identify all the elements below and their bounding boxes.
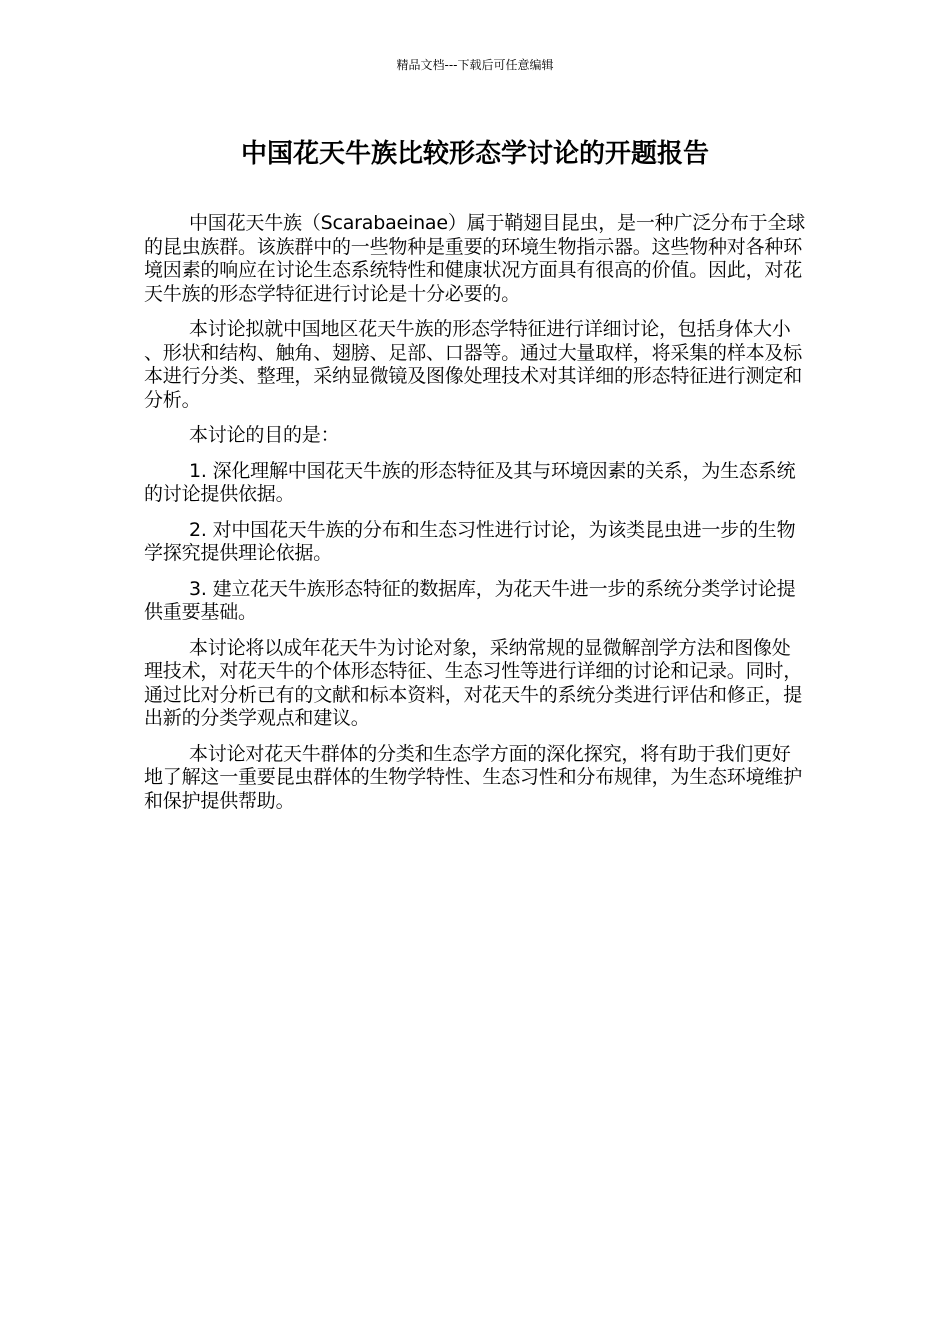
document-body	[144, 212, 808, 825]
paragraph-method: 本讨论将以成年花天牛为讨论对象，采纳常规的显微解剖学方法和图像处理技术，对花天牛的个体形态特征、生态习性等进行详细的讨论和记录。同时，通过比对分析已有的文献和标本资料，对花天牛的系统分类进行评估和修正，提出新的分类学观点和建议。	[144, 636, 803, 729]
paragraph-significance: 本讨论对花天牛群体的分类和生态学方面的深化探究，将有助于我们更好地了解这一重要昆虫群体的生物学特性、生态习性和分布规律，为生态环境维护和保护提供帮助。	[144, 742, 803, 812]
page-header-note: 精品文档---下载后可任意编辑	[396, 58, 554, 72]
paragraph-purpose-1: 1. 深化理解中国花天牛族的形态特征及其与环境因素的关系，为生态系统的讨论提供依据。	[144, 459, 796, 505]
paragraph-purpose-heading: 本讨论的目的是：	[189, 424, 340, 446]
paragraph-purpose-2: 2. 对中国花天牛族的分布和生态习性进行讨论，为该类昆虫进一步的生物学探究提供理论依据。	[144, 518, 796, 564]
paragraph-purpose-3: 3. 建立花天牛族形态特征的数据库，为花天牛进一步的系统分类学讨论提供重要基础。	[144, 577, 796, 623]
paragraph-scope: 本讨论拟就中国地区花天牛族的形态学特征进行详细讨论，包括身体大小、形状和结构、触角、翅膀、足部、口器等。通过大量取样，将采集的样本及标本进行分类、整理，采纳显微镜及图像处理技术对其详细的形态特征进行测定和分析。	[144, 318, 803, 411]
paragraph-intro: 中国花天牛族（Scarabaeinae）属于鞘翅目昆虫，是一种广泛分布于全球的昆虫族群。该族群中的一些物种是重要的环境生物指示器。这些物种对各种环境因素的响应在讨论生态系统特性和健康状况方面具有很高的价值。因此，对花天牛族的形态学特征进行讨论是十分必要的。	[144, 212, 806, 305]
document-title: 中国花天牛族比较形态学讨论的开题报告	[240, 139, 709, 169]
